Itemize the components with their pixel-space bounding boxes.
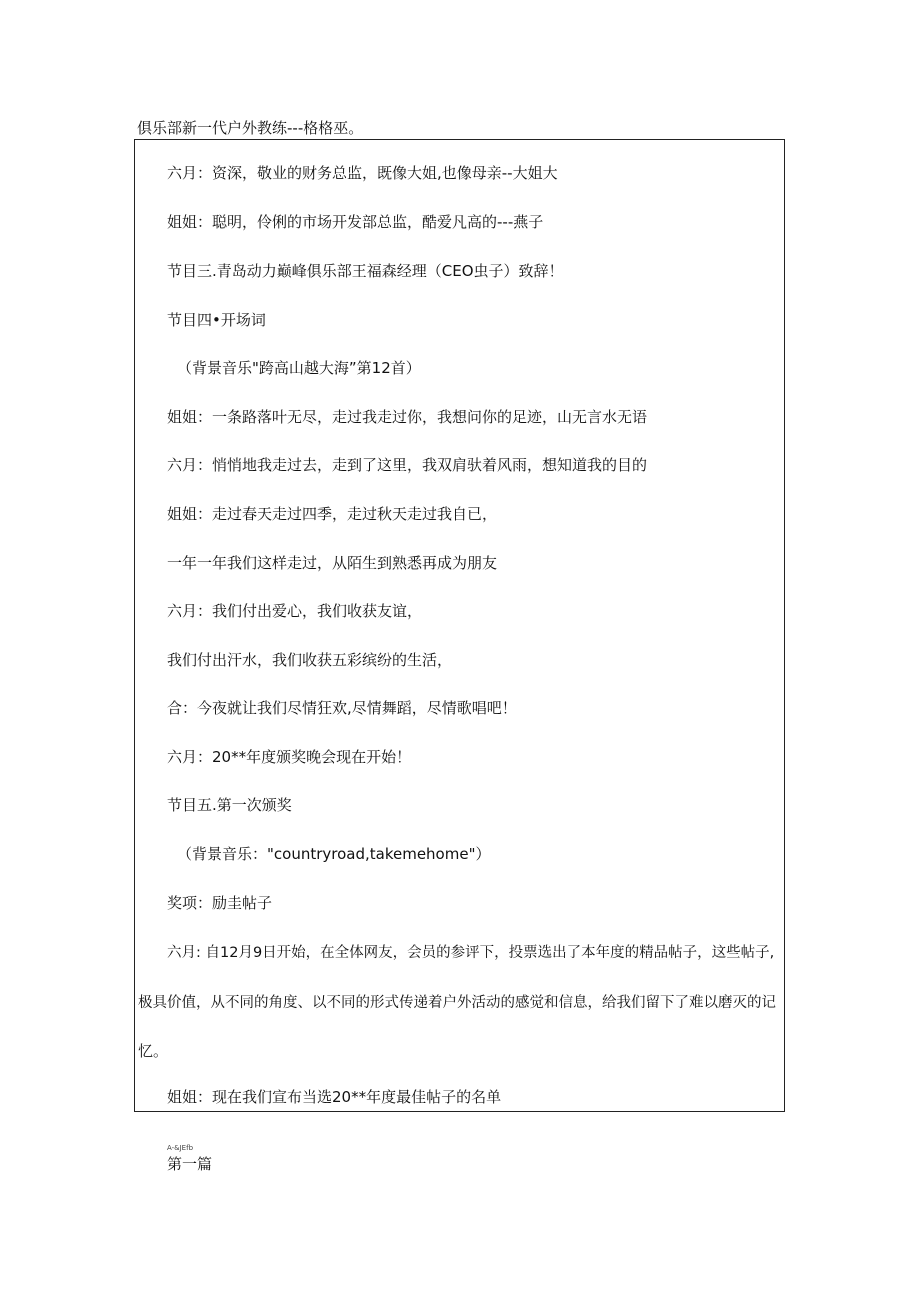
- box-line: 奖项：励圭帖子: [167, 894, 273, 912]
- footer-heading: 第一篇: [167, 1155, 213, 1173]
- footer-small-mark: A-&JEfb: [167, 1144, 194, 1152]
- paragraph-line-2: 极具价值，从不同的角度、以不同的形式传递着户外活动的感觉和信息，给我们留下了难以磨灭的记: [138, 995, 776, 1011]
- box-line: 一年一年我们这样走过，从陌生到熟悉再成为朋友: [167, 554, 498, 572]
- intro-line: 俱乐部新一代户外教练---格格巫。: [137, 119, 364, 137]
- script-content-box: [134, 139, 785, 1112]
- paragraph-line-3: 忆。: [138, 1042, 169, 1060]
- box-line: 我们付出汗水，我们收获五彩缤纷的生活，: [167, 651, 453, 669]
- box-line: 节目三.青岛动力巅峰俱乐部王福森经理（CEO虫子）致辞！: [167, 262, 564, 280]
- box-line: 节目四•开场词: [167, 311, 266, 329]
- box-line-last: 姐姐：现在我们宣布当选20**年度最佳帖子的名单: [167, 1088, 502, 1106]
- box-line: （背景音乐"跨高山越大海”第12首）: [177, 359, 421, 377]
- box-line: 六月：资深，敬业的财务总监，既像大姐,也像母亲--大姐大: [167, 164, 558, 182]
- box-line: 姐姐：聪明，伶俐的市场开发部总监，酷爱凡高的---燕子: [167, 213, 544, 231]
- box-line: 六月：悄悄地我走过去，走到了这里，我双肩驮着风雨，想知道我的目的: [167, 456, 648, 474]
- box-line: 姐姐：一条路落叶无尽，走过我走过你，我想问你的足迹，山无言水无语: [167, 408, 648, 426]
- box-line: 姐姐：走过春天走过四季，走过秋天走过我自已，: [167, 505, 498, 523]
- paragraph-line-1: 六月: 自12月9日开始，在全体网友，会员的参评下，投票选出了本年度的精品帖子，这些帖子,: [167, 945, 775, 961]
- box-line: （背景音乐："countryroad,takemehome"）: [177, 845, 491, 863]
- box-line: 节目五.第一次颁奖: [167, 796, 292, 814]
- box-line: 合：今夜就让我们尽情狂欢,尽情舞蹈，尽情歌唱吧！: [167, 699, 517, 717]
- box-line: 六月：我们付出爱心，我们收获友谊，: [167, 602, 423, 620]
- box-line: 六月：20**年度颁奖晚会现在开始！: [167, 748, 412, 766]
